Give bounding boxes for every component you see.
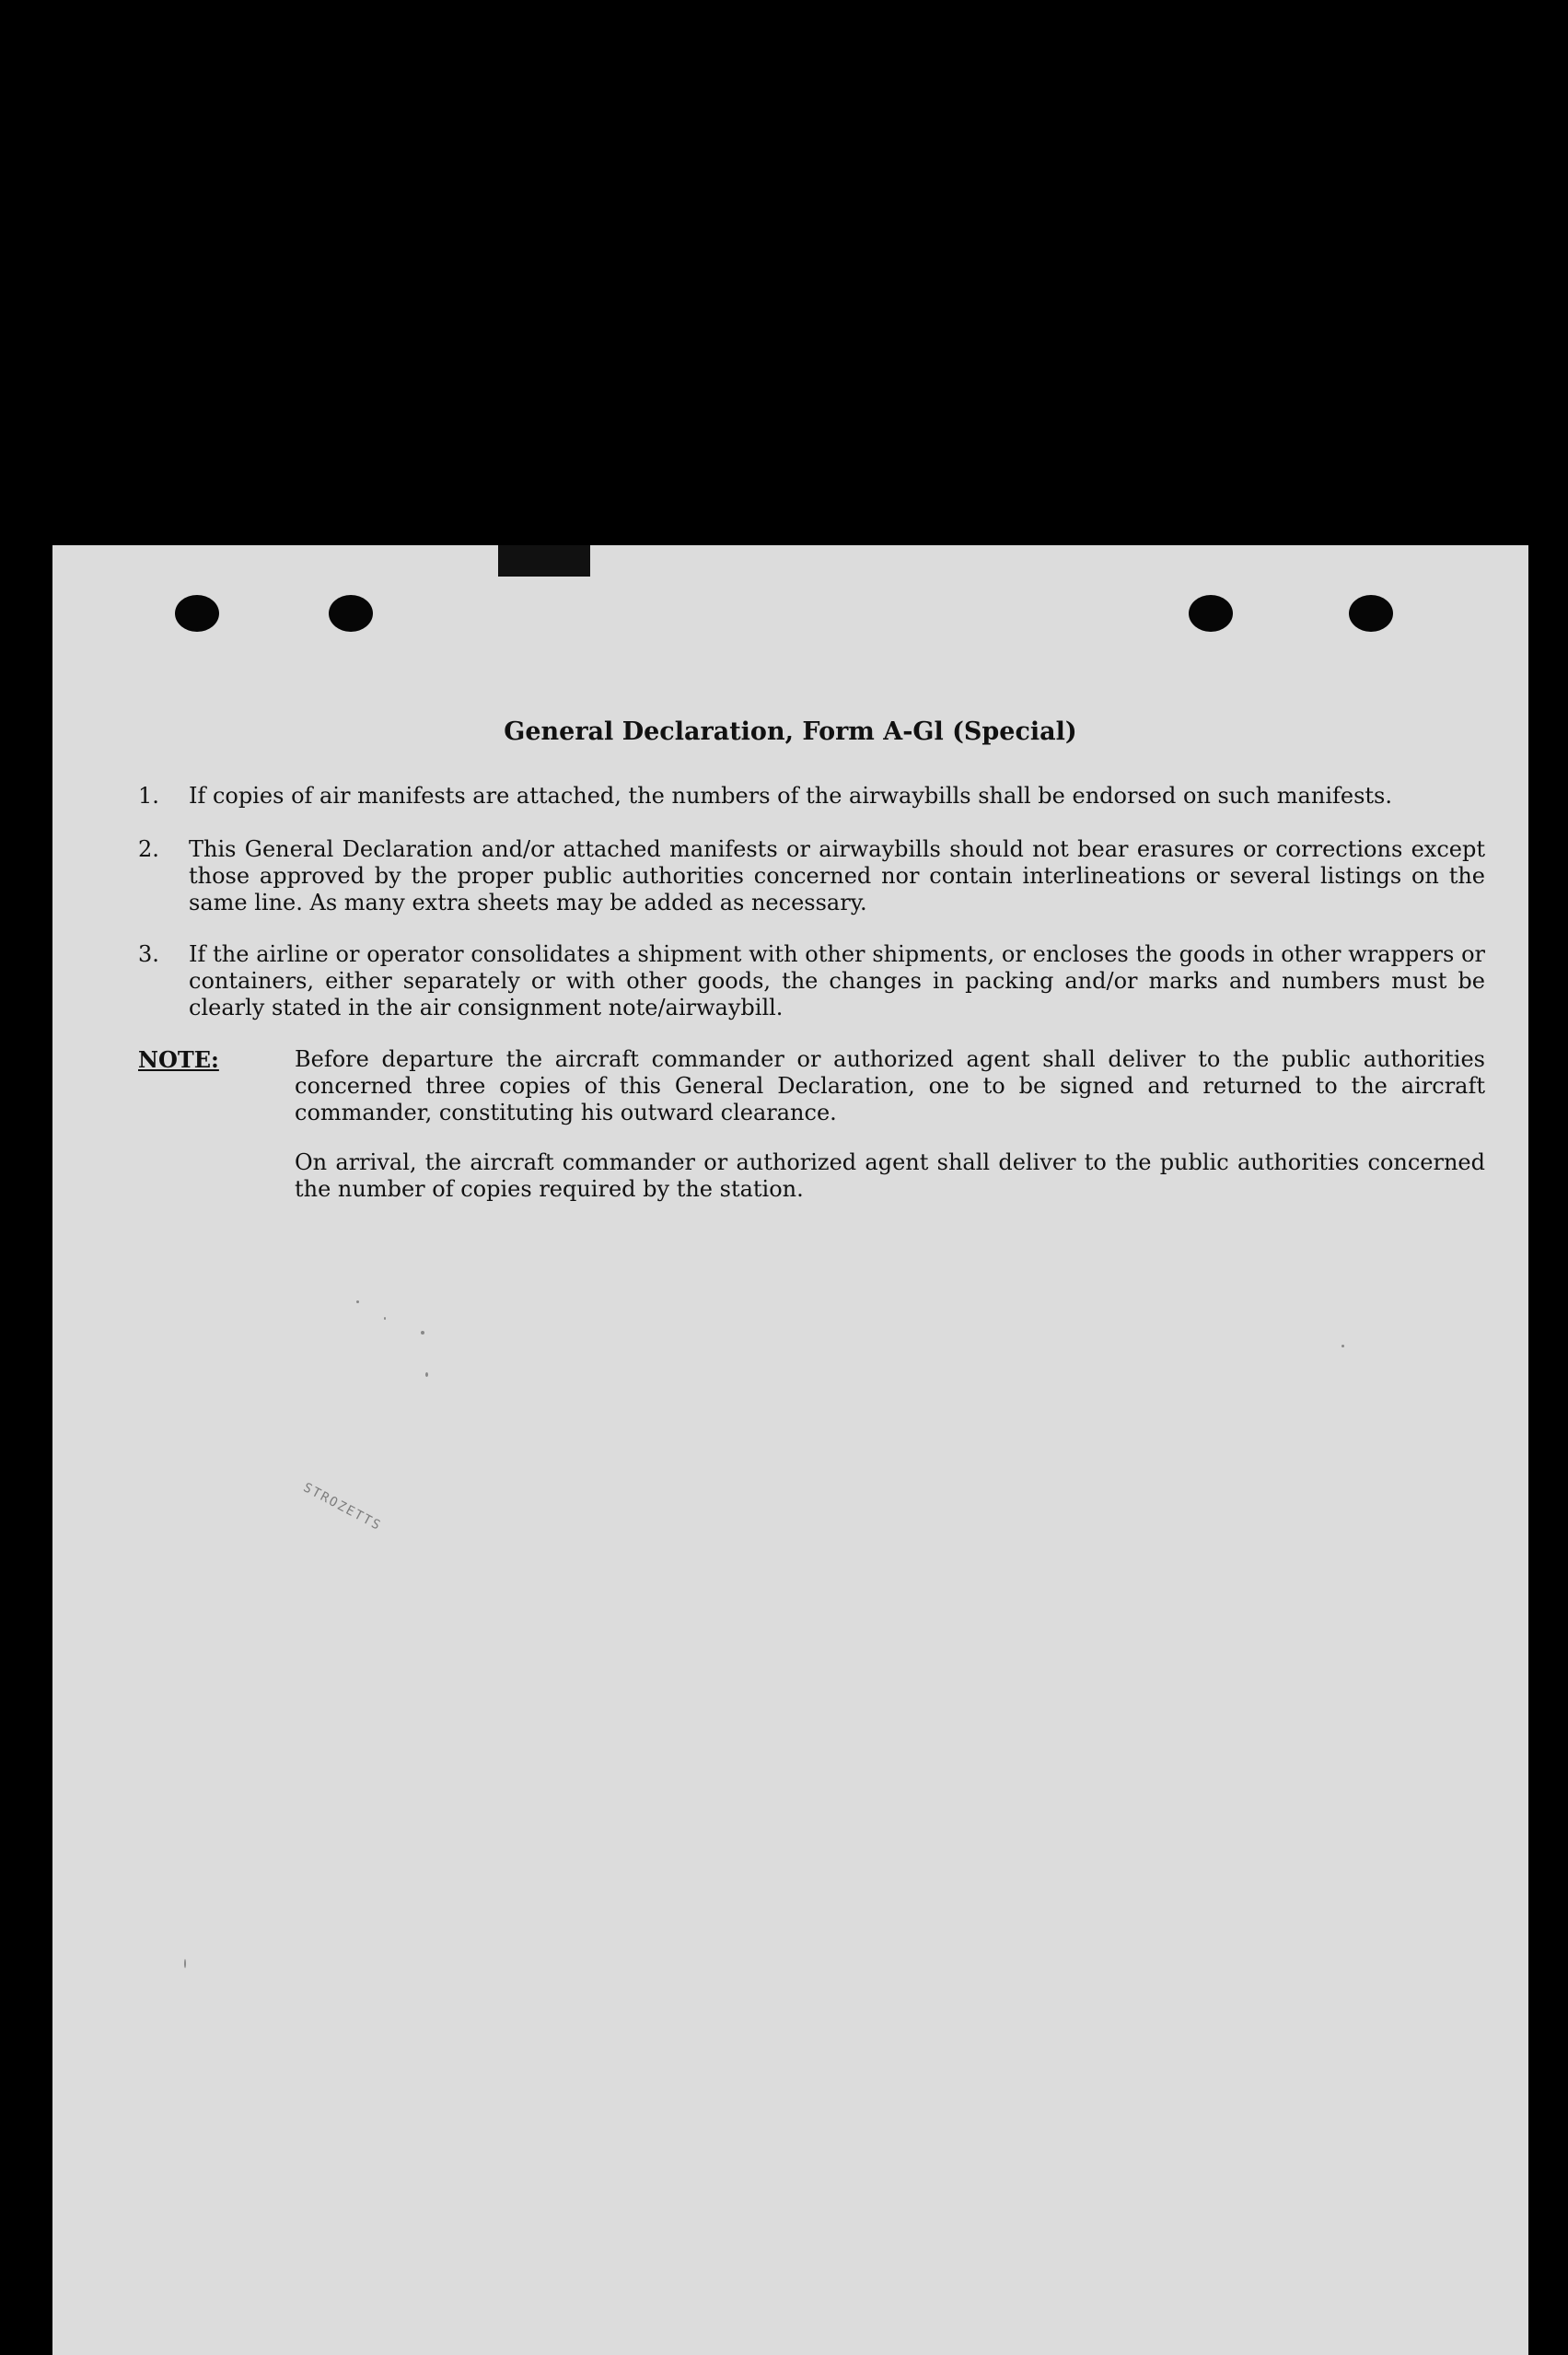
scan-speck <box>1342 1345 1344 1347</box>
item-text: This General Declaration and/or attached manifests or airwaybills should not bear erasures or corrections except those approved by the proper public authorities concerned nor contain interlineations or several listings on the same line. As many extra sheets may be added as necessary. <box>189 836 1485 915</box>
punch-hole-icon <box>329 595 373 632</box>
note-section <box>138 1046 1485 1126</box>
item-number: 1. <box>138 783 159 809</box>
item-text: If the airline or operator consolidates a shipment with other shipments, or encloses the goods in other wrappers or containers, either separately or with other goods, the changes in packing and/or marks and numbers must be clearly stated in the air consignment note/airwaybill. <box>189 941 1485 1020</box>
note-paragraph: On arrival, the aircraft commander or authorized agent shall deliver to the public authorities concerned the number of copies required by the station. <box>295 1149 1485 1202</box>
scan-speck <box>421 1331 424 1335</box>
item-number: 2. <box>138 836 159 862</box>
page-title: General Declaration, Form A-Gl (Special) <box>504 717 1077 746</box>
item-number: 3. <box>138 941 159 967</box>
item-text: If copies of air manifests are attached, the numbers of the airwaybills shall be endorsed on such manifests. <box>189 783 1392 809</box>
punch-hole-icon <box>1349 595 1393 632</box>
punch-hole-icon <box>1189 595 1233 632</box>
scan-speck <box>425 1372 428 1377</box>
note-paragraph: Before departure the aircraft commander or authorized agent shall deliver to the public authorities concerned three copies of this General Declaration, one to be signed and returned to the aircraft commander, constituting his outward clearance. <box>295 1046 1485 1125</box>
scan-speck <box>184 1959 186 1968</box>
list-item <box>138 941 1485 1021</box>
faint-stamp: STROZETTS <box>300 1480 385 1534</box>
scan-speck <box>356 1300 359 1303</box>
scan-speck <box>384 1317 386 1320</box>
punch-hole-icon <box>175 595 219 632</box>
form-sheet <box>52 545 1528 2355</box>
list-item <box>138 783 1485 810</box>
paper-tab-notch <box>498 545 590 577</box>
note-label: NOTE: <box>138 1046 219 1073</box>
list-item <box>138 836 1485 916</box>
